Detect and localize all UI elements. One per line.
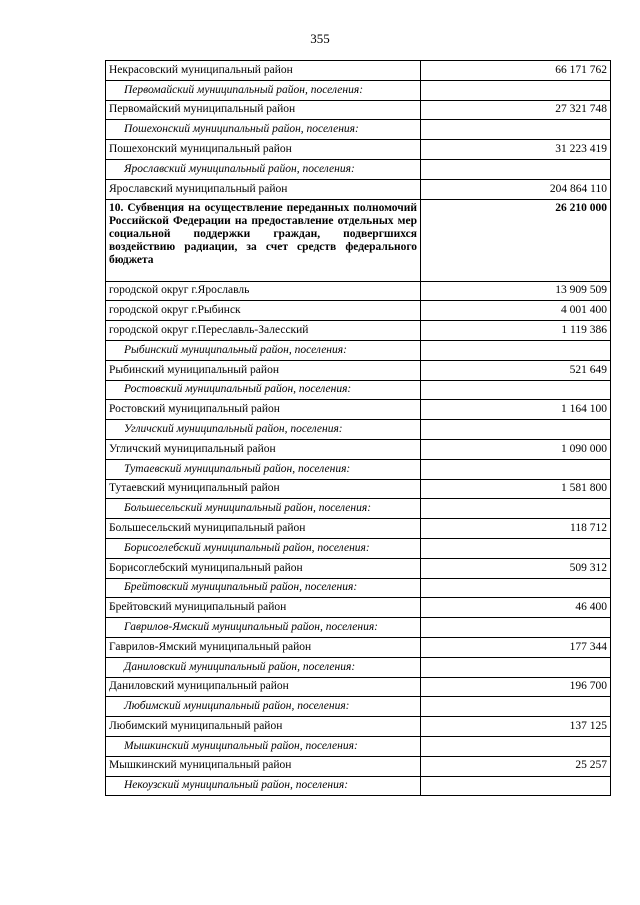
row-name: городской округ г.Рыбинск (106, 301, 421, 321)
district-row (106, 479, 611, 499)
row-amount: 27 321 748 (421, 100, 611, 120)
row-name: Угличский муниципальный район, поселения: (106, 420, 421, 440)
settlements-subheader-row (106, 159, 611, 179)
row-amount: 1 164 100 (421, 400, 611, 420)
district-row (106, 179, 611, 199)
settlements-subheader-row (106, 420, 611, 440)
row-name: Некрасовский муниципальный район (106, 61, 421, 81)
district-row (106, 100, 611, 120)
district-row (106, 717, 611, 737)
row-amount: 521 649 (421, 360, 611, 380)
row-amount (421, 380, 611, 400)
row-name: Гаврилов-Ямский муниципальный район (106, 637, 421, 657)
district-row (106, 301, 611, 321)
row-name: Любимский муниципальный район (106, 717, 421, 737)
district-row (106, 677, 611, 697)
row-name: Даниловский муниципальный район (106, 677, 421, 697)
budget-table-body (106, 61, 611, 796)
row-amount: 66 171 762 (421, 61, 611, 81)
budget-table (105, 60, 611, 796)
settlements-subheader-row (106, 538, 611, 558)
row-name: Любимский муниципальный район, поселения: (106, 697, 421, 717)
row-amount (421, 159, 611, 179)
row-amount: 31 223 419 (421, 140, 611, 160)
row-amount: 509 312 (421, 558, 611, 578)
settlements-subheader-row (106, 380, 611, 400)
district-row (106, 637, 611, 657)
settlements-subheader-row (106, 697, 611, 717)
row-amount (421, 578, 611, 598)
row-name: Первомайский муниципальный район (106, 100, 421, 120)
row-amount (421, 697, 611, 717)
row-name: Брейтовский муниципальный район, поселения: (106, 578, 421, 598)
row-amount (421, 618, 611, 638)
district-row (106, 400, 611, 420)
row-amount: 46 400 (421, 598, 611, 618)
row-name: Пошехонский муниципальный район, поселения: (106, 120, 421, 140)
settlements-subheader-row (106, 736, 611, 756)
district-row (106, 519, 611, 539)
row-name: Тутаевский муниципальный район (106, 479, 421, 499)
row-amount: 196 700 (421, 677, 611, 697)
row-amount (421, 340, 611, 360)
subsidy-heading-row (106, 199, 611, 281)
row-name: Мышкинский муниципальный район, поселения: (106, 736, 421, 756)
settlements-subheader-row (106, 499, 611, 519)
row-name: Рыбинский муниципальный район (106, 360, 421, 380)
row-name: городской округ г.Переславль-Залесский (106, 321, 421, 341)
row-amount: 13 909 509 (421, 281, 611, 301)
settlements-subheader-row (106, 578, 611, 598)
row-name: городской округ г.Ярославль (106, 281, 421, 301)
row-name: Пошехонский муниципальный район (106, 140, 421, 160)
row-amount: 1 090 000 (421, 439, 611, 459)
row-name: Большесельский муниципальный район, поселения: (106, 499, 421, 519)
row-amount (421, 657, 611, 677)
page-number: 355 (310, 31, 330, 46)
row-amount: 4 001 400 (421, 301, 611, 321)
row-name: Угличский муниципальный район (106, 439, 421, 459)
district-row (106, 61, 611, 81)
row-name: Тутаевский муниципальный район, поселения: (106, 459, 421, 479)
row-name: Рыбинский муниципальный район, поселения: (106, 340, 421, 360)
row-amount (421, 80, 611, 100)
row-name: Ростовский муниципальный район, поселения: (106, 380, 421, 400)
row-name: Даниловский муниципальный район, поселения: (106, 657, 421, 677)
row-amount (421, 776, 611, 796)
row-amount: 26 210 000 (421, 199, 611, 281)
row-name: Борисоглебский муниципальный район, поселения: (106, 538, 421, 558)
row-name: Ростовский муниципальный район (106, 400, 421, 420)
row-name: 10. Субвенция на осуществление переданных полномочий Российской Федерации на предоставление отдельных мер социальной поддержки граждан, подвергшихся воздействию радиации, за счет средств федерального бюджета (106, 199, 421, 281)
row-name: Некоузский муниципальный район, поселения: (106, 776, 421, 796)
district-row (106, 360, 611, 380)
row-amount: 118 712 (421, 519, 611, 539)
row-name: Большесельский муниципальный район (106, 519, 421, 539)
district-row (106, 321, 611, 341)
settlements-subheader-row (106, 459, 611, 479)
settlements-subheader-row (106, 657, 611, 677)
settlements-subheader-row (106, 776, 611, 796)
row-amount (421, 120, 611, 140)
settlements-subheader-row (106, 80, 611, 100)
district-row (106, 598, 611, 618)
row-amount: 204 864 110 (421, 179, 611, 199)
row-amount (421, 736, 611, 756)
row-name: Брейтовский муниципальный район (106, 598, 421, 618)
district-row (106, 558, 611, 578)
settlements-subheader-row (106, 618, 611, 638)
settlements-subheader-row (106, 120, 611, 140)
row-name: Гаврилов-Ямский муниципальный район, поселения: (106, 618, 421, 638)
district-row (106, 281, 611, 301)
row-amount (421, 538, 611, 558)
row-name: Мышкинский муниципальный район (106, 756, 421, 776)
district-row (106, 756, 611, 776)
row-amount: 1 119 386 (421, 321, 611, 341)
row-name: Борисоглебский муниципальный район (106, 558, 421, 578)
row-amount (421, 459, 611, 479)
row-name: Первомайский муниципальный район, поселения: (106, 80, 421, 100)
row-amount (421, 499, 611, 519)
row-name: Ярославский муниципальный район (106, 179, 421, 199)
row-amount: 177 344 (421, 637, 611, 657)
district-row (106, 140, 611, 160)
row-amount (421, 420, 611, 440)
row-name: Ярославский муниципальный район, поселения: (106, 159, 421, 179)
row-amount: 137 125 (421, 717, 611, 737)
district-row (106, 439, 611, 459)
row-amount: 25 257 (421, 756, 611, 776)
settlements-subheader-row (106, 340, 611, 360)
row-amount: 1 581 800 (421, 479, 611, 499)
